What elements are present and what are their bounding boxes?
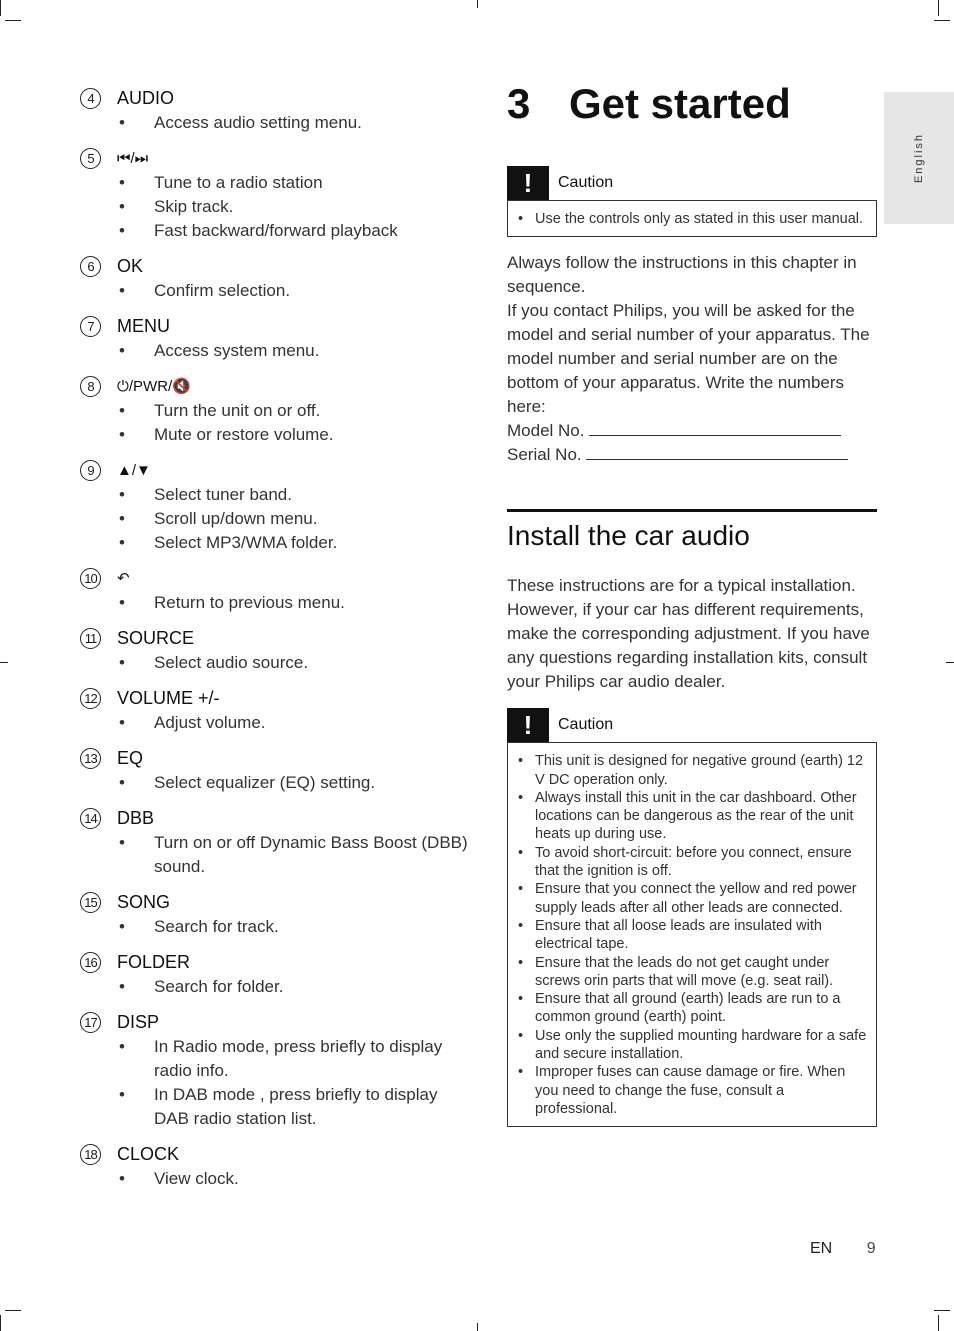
item-number-badge: 14 [80, 808, 101, 829]
page-footer [810, 1240, 876, 1258]
control-description-list [80, 1167, 470, 1191]
control-description: • In Radio mode, press briefly to display radio info. [80, 1035, 470, 1083]
control-description: • Select tuner band. [80, 483, 470, 507]
controls-list [80, 85, 470, 1201]
caution-item: • Ensure that all ground (earth) leads are run to a common ground (earth) point. [516, 990, 868, 1027]
control-description-list [80, 339, 470, 363]
control-description: • Search for folder. [80, 975, 470, 999]
control-description-list [80, 915, 470, 939]
control-label: AUDIO [117, 87, 175, 108]
control-description-list [80, 279, 470, 303]
control-item-header [80, 685, 470, 711]
caution-header [507, 166, 877, 200]
caution-item: • Always install this unit in the car dashboard. Other locations can be dangerous as the rear of the unit heats up during use. [516, 789, 868, 844]
control-item [80, 457, 470, 555]
crop-mark [934, 1310, 950, 1311]
caution-title: Caution [558, 174, 614, 191]
control-label: SOURCE [117, 627, 195, 648]
control-description-list [80, 399, 470, 447]
control-description: • Select MP3/WMA folder. [80, 531, 470, 555]
footer-language: EN [810, 1240, 833, 1257]
control-description: • Confirm selection. [80, 279, 470, 303]
section-rule [507, 509, 877, 512]
control-item-header [80, 805, 470, 831]
model-number-label: Model No. [507, 421, 585, 441]
control-item-header [80, 373, 470, 399]
control-description-list [80, 483, 470, 555]
control-item [80, 145, 470, 243]
control-description: • Select audio source. [80, 651, 470, 675]
control-item [80, 1141, 470, 1191]
control-description-list [80, 975, 470, 999]
chapter-number: 3 [507, 80, 531, 127]
crop-mark [0, 0, 1, 16]
skip-back-forward-icon: ⏮/⏭ [117, 149, 149, 167]
control-item-header [80, 457, 470, 483]
control-description: • Turn the unit on or off. [80, 399, 470, 423]
control-item-header [80, 313, 470, 339]
control-description: • Turn on or off Dynamic Bass Boost (DBB) sound. [80, 831, 470, 879]
crop-mark [934, 20, 950, 21]
power-mute-icon: ⏻/PWR/🔇 [117, 378, 191, 395]
control-item [80, 85, 470, 135]
caution-header [507, 708, 877, 742]
control-description: • Fast backward/forward playback [80, 219, 470, 243]
control-item [80, 565, 470, 615]
section-title: Install the car audio [507, 520, 750, 552]
control-item-header [80, 1009, 470, 1035]
crop-mark [5, 1310, 21, 1311]
item-number-badge: 12 [80, 688, 101, 709]
crop-mark [0, 1315, 1, 1331]
item-number-badge: 18 [80, 1144, 101, 1165]
control-description: • Tune to a radio station [80, 171, 470, 195]
caution-item: • Ensure that all loose leads are insulated with electrical tape. [516, 917, 868, 954]
control-description-list [80, 771, 470, 795]
control-description: • Select equalizer (EQ) setting. [80, 771, 470, 795]
caution-list [516, 210, 868, 228]
caution-content [507, 200, 877, 237]
control-label: FOLDER [117, 951, 191, 972]
control-description-list [80, 591, 470, 615]
page-number: 9 [866, 1240, 876, 1257]
section-paragraph: These instructions are for a typical installation. However, if your car has different requirements, make the corresponding adjustment. If you have any questions regarding installation kits, consult your Philips car audio dealer. [507, 576, 870, 692]
item-number-badge: 10 [80, 568, 101, 589]
control-label: DBB [117, 807, 155, 828]
control-label: MENU [117, 315, 170, 336]
item-number-badge: 16 [80, 952, 101, 973]
control-item-header [80, 145, 470, 171]
serial-number-label: Serial No. [507, 445, 582, 465]
caution-item: • To avoid short-circuit: before you connect, ensure that the ignition is off. [516, 844, 868, 881]
control-item-header [80, 949, 470, 975]
serial-number-blank [586, 443, 848, 460]
exclamation-icon: ! [507, 708, 549, 742]
control-label: OK [117, 255, 144, 276]
control-description-list [80, 1035, 470, 1131]
control-item [80, 313, 470, 363]
control-description-list [80, 651, 470, 675]
model-number-blank [589, 419, 841, 436]
item-number-badge: 15 [80, 892, 101, 913]
control-item-header [80, 1141, 470, 1167]
caution-box-controls [507, 166, 877, 237]
control-item [80, 889, 470, 939]
item-number-badge: 4 [80, 88, 101, 109]
caution-item: • Ensure that the leads do not get caught under screws orin parts that will move (e.g. seat rail). [516, 954, 868, 991]
language-tab [884, 92, 954, 224]
control-item [80, 625, 470, 675]
item-number-badge: 8 [80, 376, 101, 397]
crop-mark [0, 662, 8, 663]
control-item-header [80, 625, 470, 651]
control-description: • View clock. [80, 1167, 470, 1191]
model-number-line [507, 419, 877, 443]
control-item [80, 685, 470, 735]
serial-number-line [507, 443, 877, 467]
control-item-header [80, 565, 470, 591]
caution-box-installation [507, 708, 877, 1127]
caution-title: Caution [558, 716, 614, 734]
caution-list [516, 752, 868, 1118]
crop-mark [5, 20, 21, 21]
control-description: • Adjust volume. [80, 711, 470, 735]
control-description: • Return to previous menu. [80, 591, 470, 615]
control-label: CLOCK [117, 1143, 180, 1164]
control-description-list [80, 831, 470, 879]
item-number-badge: 11 [80, 628, 101, 649]
item-number-badge: 6 [80, 256, 101, 277]
control-label: SONG [117, 891, 171, 912]
control-item [80, 1009, 470, 1131]
chapter-title: Get started [569, 80, 791, 127]
get-started-column [507, 80, 877, 1141]
language-tab-label: English [913, 132, 925, 184]
crop-mark [477, 0, 478, 8]
control-label: EQ [117, 747, 144, 768]
caution-item: • This unit is designed for negative ground (earth) 12 V DC operation only. [516, 752, 868, 789]
control-description: • In DAB mode , press briefly to display DAB radio station list. [80, 1083, 470, 1131]
control-description: • Access audio setting menu. [80, 111, 470, 135]
control-description: • Mute or restore volume. [80, 423, 470, 447]
return-icon: ↶ [117, 570, 130, 587]
control-item-header [80, 85, 470, 111]
control-item [80, 745, 470, 795]
control-item [80, 949, 470, 999]
intro-paragraph-2: If you contact Philips, you will be asked for the model and serial number of your apparatus. The model number and serial number are on the bottom of your apparatus. Write the numbers here: [507, 301, 870, 417]
item-number-badge: 13 [80, 748, 101, 769]
control-item [80, 805, 470, 879]
item-number-badge: 9 [80, 460, 101, 481]
item-number-badge: 7 [80, 316, 101, 337]
control-label: DISP [117, 1011, 160, 1032]
item-number-badge: 5 [80, 148, 101, 169]
crop-mark [946, 662, 954, 663]
control-description: • Access system menu. [80, 339, 470, 363]
intro-paragraph-1: Always follow the instructions in this chapter in sequence. [507, 253, 857, 297]
caution-item: • Improper fuses can cause damage or fire. When you need to change the fuse, consult a professional. [516, 1063, 868, 1118]
chapter-heading [507, 80, 877, 128]
control-item-header [80, 745, 470, 771]
crop-mark [938, 0, 939, 16]
control-description: • Skip track. [80, 195, 470, 219]
control-description: • Search for track. [80, 915, 470, 939]
control-item-header [80, 253, 470, 279]
control-description-list [80, 711, 470, 735]
control-item [80, 373, 470, 447]
control-description: • Scroll up/down menu. [80, 507, 470, 531]
exclamation-icon: ! [507, 166, 549, 200]
control-description-list [80, 111, 470, 135]
caution-item: • Use the controls only as stated in this user manual. [516, 210, 868, 228]
item-number-badge: 17 [80, 1012, 101, 1033]
crop-mark [477, 1323, 478, 1331]
up-down-arrow-icon: ▲/▼ [117, 461, 151, 479]
caution-content [507, 742, 877, 1127]
caution-item: • Ensure that you connect the yellow and red power supply leads after all other leads are connected. [516, 880, 868, 917]
control-item [80, 253, 470, 303]
crop-mark [938, 1315, 939, 1331]
control-description-list [80, 171, 470, 243]
control-label: VOLUME +/- [117, 687, 220, 708]
control-item-header [80, 889, 470, 915]
caution-item: • Use only the supplied mounting hardware for a safe and secure installation. [516, 1027, 868, 1064]
